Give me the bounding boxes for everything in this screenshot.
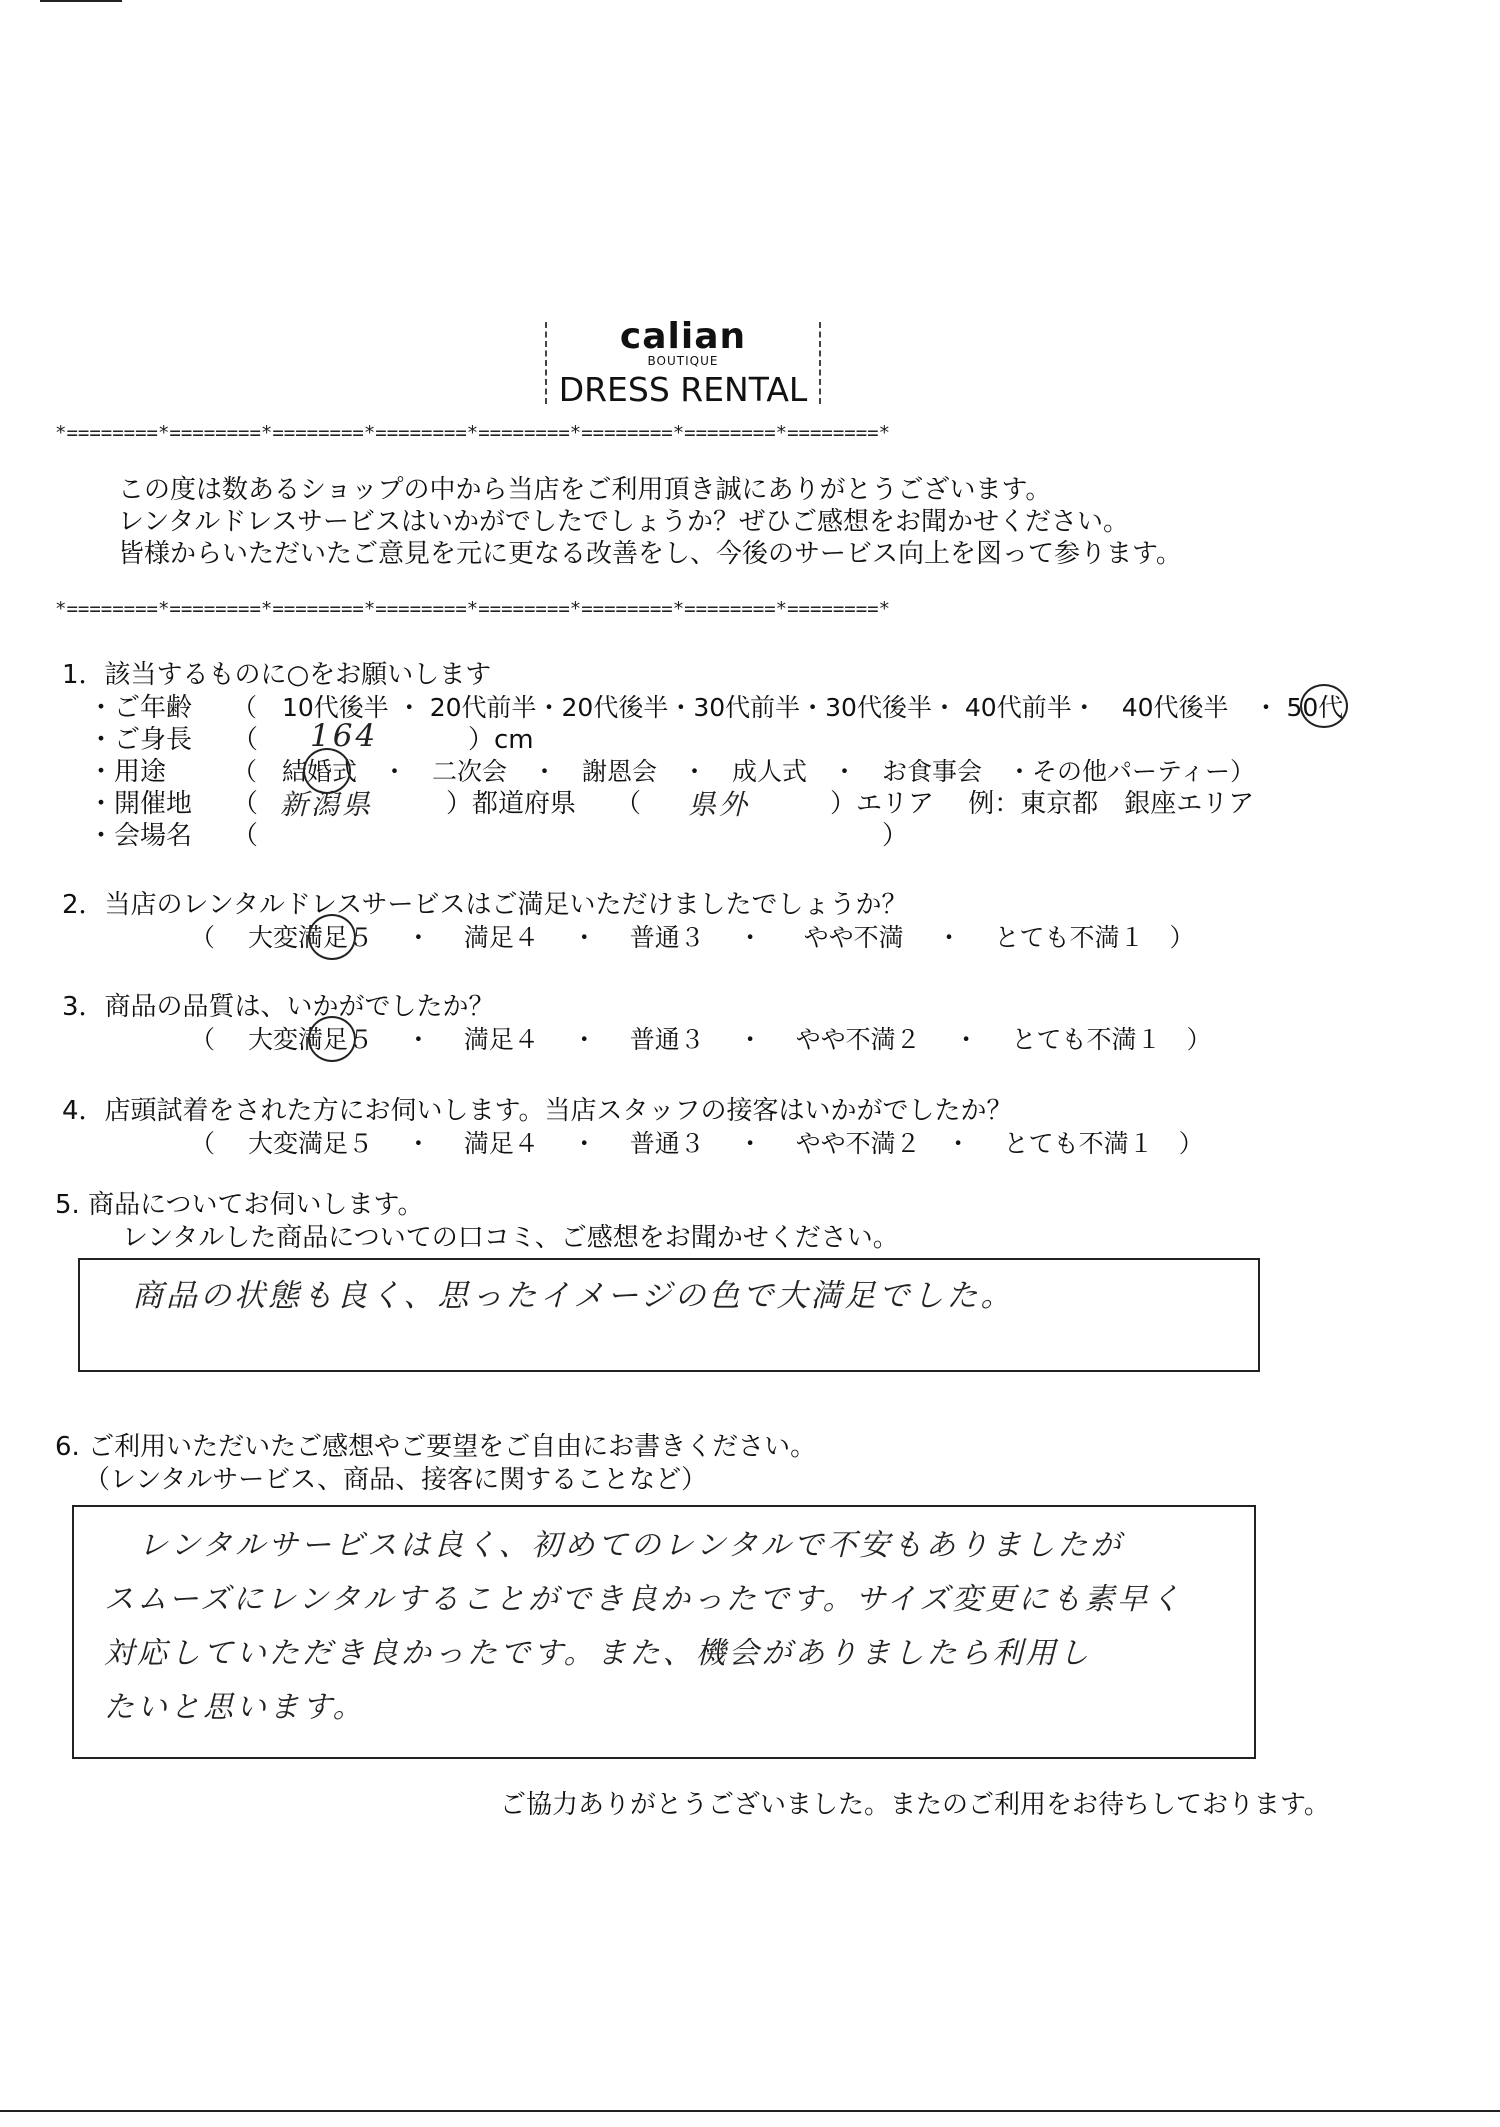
logo-subtitle: BOUTIQUE bbox=[647, 354, 719, 368]
area-suffix: ）エリア 例：東京都 銀座エリア bbox=[830, 789, 1255, 819]
height-unit: ）cm bbox=[468, 725, 534, 755]
usage-options[interactable]: （ 結婚式 ・ 二次会 ・ 謝恩会 ・ 成人式 ・ お食事会 ・その他パーティー） bbox=[232, 757, 1256, 786]
height-value[interactable]: 164 bbox=[310, 718, 379, 754]
venue-open-paren: （ bbox=[232, 789, 259, 819]
bottom-edge-line bbox=[0, 2110, 1500, 2112]
intro-line-1: この度は数あるショップの中から当店をご利用頂き誠にありがとうございます。 bbox=[118, 475, 1052, 505]
logo-dress-rental: DRESS RENTAL bbox=[558, 370, 808, 409]
separator-top: *========*========*========*========*========*========*========*========* bbox=[55, 422, 891, 444]
q6-answer-line-3: 対応していただき良かったです。また、機会がありましたら利用し bbox=[104, 1636, 1092, 1671]
intro-line-2: レンタルドレスサービスはいかがでしたでしょうか？ぜひご感想をお聞かせください。 bbox=[118, 507, 1130, 537]
usage-label: ・用途 bbox=[88, 757, 167, 787]
height-label: ・ご身長 bbox=[88, 725, 193, 755]
area-value[interactable]: 県外 bbox=[688, 788, 751, 821]
separator-bottom: *========*========*========*========*========*========*========*========* bbox=[55, 598, 891, 620]
logo-brand: calian bbox=[619, 316, 747, 357]
q6-answer-line-2: スムーズにレンタルすることができ良かったです。サイズ変更にも素早く bbox=[104, 1582, 1184, 1617]
top-edge-line bbox=[40, 0, 122, 2]
venue-label: ・開催地 bbox=[88, 789, 193, 819]
q4-title: 4．店頭試着をされた方にお伺いします。当店スタッフの接客はいかがでしたか？ bbox=[62, 1096, 1013, 1126]
q3-title: 3．商品の品質は、いかがでしたか？ bbox=[62, 992, 495, 1022]
hall-label: ・会場名 bbox=[88, 821, 193, 851]
q6-subtitle: （レンタルサービス、商品、接客に関することなど） bbox=[84, 1465, 708, 1495]
age-options[interactable]: （ 10代後半 ・ 20代前半・20代後半・30代前半・30代後半・ 40代前半・ 40代後半 ・ 50代 bbox=[232, 693, 1344, 722]
q1-title: 1．該当するものに○をお願いします bbox=[62, 660, 492, 690]
q4-options[interactable]: （ 大変満足５ ・ 満足４ ・ 普通３ ・ やや不満２ ・ とても不満１ ） bbox=[190, 1129, 1204, 1158]
q5-answer-text: 商品の状態も良く、思ったイメージの色で大満足でした。 bbox=[132, 1278, 1015, 1314]
intro-line-3: 皆様からいただいたご意見を元に更なる改善をし、今後のサービス向上を図って参ります。 bbox=[118, 539, 1182, 569]
q6-title: 6. ご利用いただいたご感想やご要望をご自由にお書きください。 bbox=[55, 1432, 817, 1462]
q2-title: 2．当店のレンタルドレスサービスはご満足いただけましたでしょうか？ bbox=[62, 890, 908, 920]
q6-answer-line-4: たいと思います。 bbox=[104, 1690, 366, 1725]
q2-selection-circle bbox=[308, 914, 356, 960]
q5-subtitle: レンタルした商品についての口コミ、ご感想をお聞かせください。 bbox=[122, 1223, 899, 1253]
prefecture-value[interactable]: 新潟県 bbox=[280, 788, 374, 821]
hall-field[interactable]: （ ） bbox=[232, 821, 909, 851]
q2-options[interactable]: （ 大変満足５ ・ 満足４ ・ 普通３ ・ やや不満 ・ とても不満１ ） bbox=[190, 923, 1195, 952]
q6-answer-line-1: レンタルサービスは良く、初めてのレンタルで不安もありましたが bbox=[138, 1528, 1124, 1563]
q3-options[interactable]: （ 大変満足５ ・ 満足４ ・ 普通３ ・ やや不満２ ・ とても不満１ ） bbox=[190, 1025, 1212, 1054]
calian-logo bbox=[545, 312, 821, 412]
age-label: ・ご年齢 bbox=[88, 693, 193, 723]
prefecture-suffix: ）都道府県 （ bbox=[446, 789, 642, 819]
q5-title: 5. 商品についてお伺いします。 bbox=[55, 1190, 424, 1220]
age-selection-circle bbox=[1300, 684, 1348, 728]
height-open-paren: （ bbox=[232, 725, 259, 755]
closing-message: ご協力ありがとうございました。またのご利用をお待ちしております。 bbox=[500, 1790, 1330, 1820]
q3-selection-circle bbox=[308, 1016, 356, 1062]
